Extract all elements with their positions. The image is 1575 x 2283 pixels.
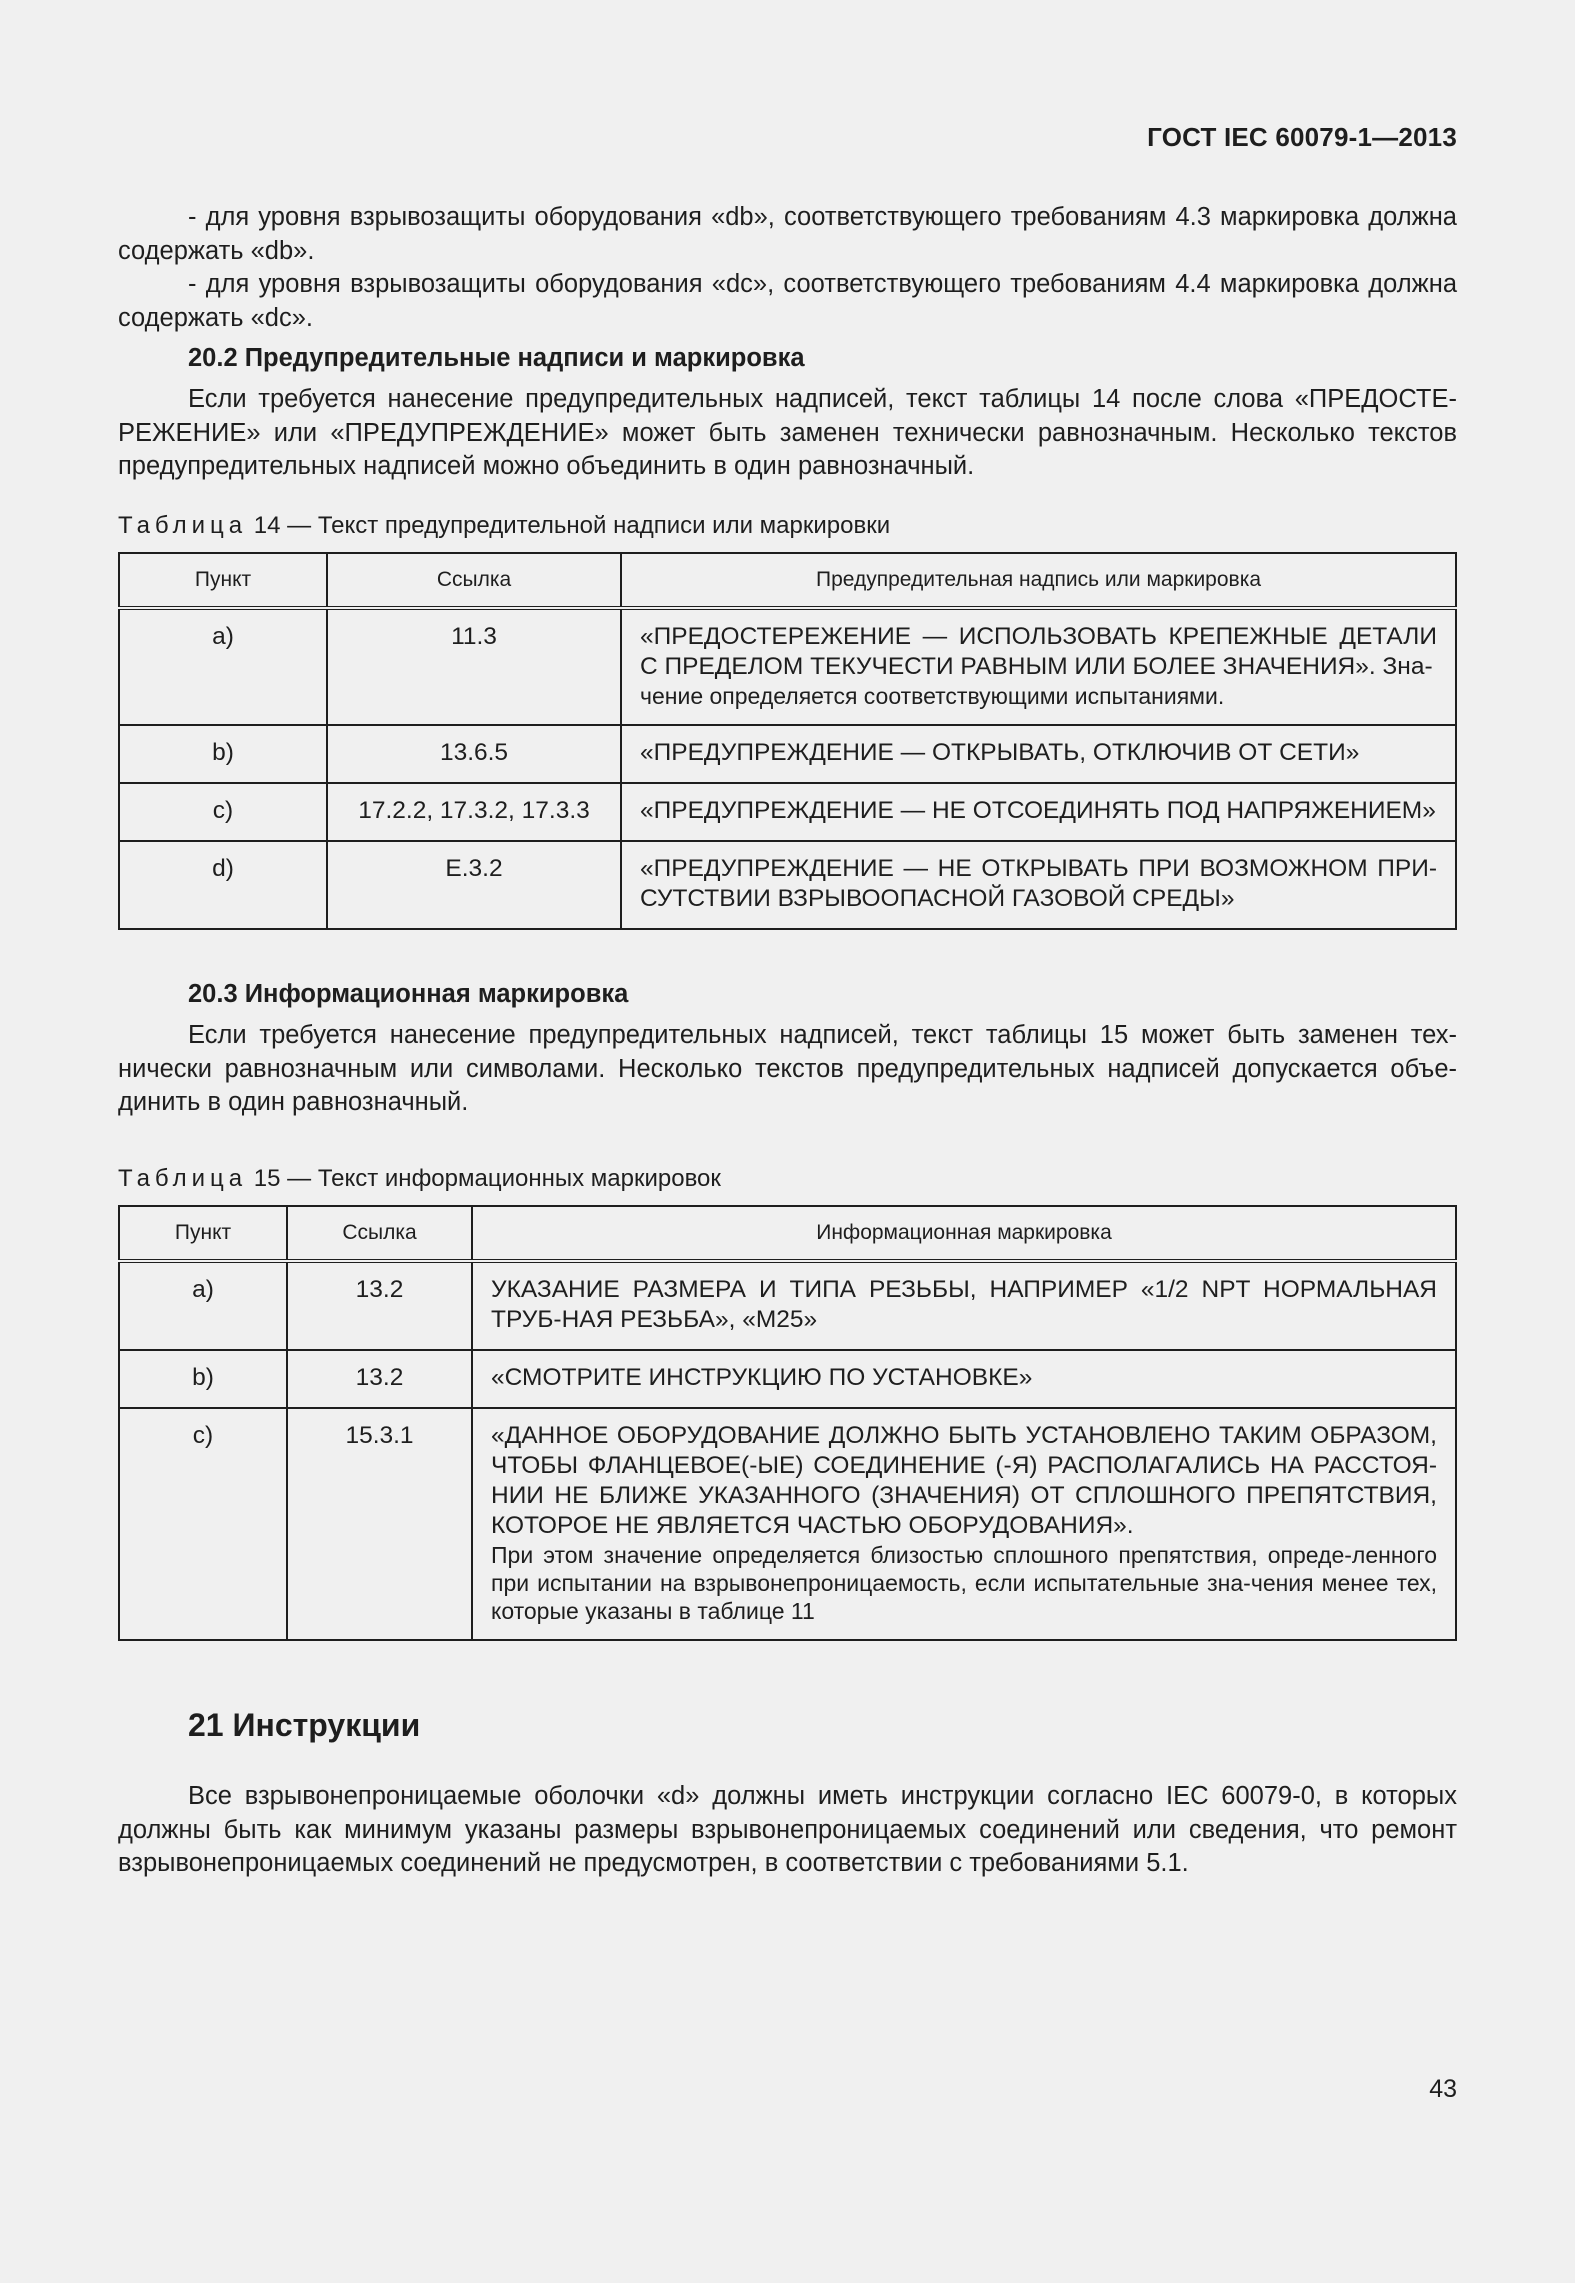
- cell-item: d): [119, 841, 327, 929]
- table-14: [118, 552, 1457, 930]
- cell-item: b): [119, 725, 327, 783]
- table-row: [119, 783, 1456, 841]
- section-21-text: [118, 1780, 1457, 1881]
- section-21-paragraph: Все взрывонепроницаемые оболочки «d» должны иметь инструкции согласно IEC 60079-0, в которых должны быть как минимум указаны размеры взрывонепроницаемых соединений или сведения, что ремонт взрывонепроницаемых соединений не предусмотрен, в соответствии с требованиями 5.1.: [118, 1782, 1457, 1877]
- caption-label: Таблица: [118, 512, 248, 539]
- cell-text: «ПРЕДУПРЕЖДЕНИЕ — НЕ ОТКРЫВАТЬ ПРИ ВОЗМОЖНОМ ПРИ-СУТСТВИИ ВЗРЫВООПАСНОЙ ГАЗОВОЙ СРЕДЫ»: [621, 841, 1456, 929]
- cell-text: УКАЗАНИЕ РАЗМЕРА И ТИПА РЕЗЬБЫ, НАПРИМЕР «1/2 NPT НОРМАЛЬНАЯ ТРУБ-НАЯ РЕЗЬБА», «M25»: [472, 1261, 1456, 1350]
- table-header-row: [119, 553, 1456, 608]
- intro-line-dc: - для уровня взрывозащиты оборудования «dc», соответствующего требованиям 4.4 маркировка должна содержать «dc».: [118, 270, 1457, 332]
- page-number: 43: [1429, 2075, 1457, 2103]
- cell-text: [621, 608, 1456, 725]
- table-15-caption: [118, 1165, 721, 1193]
- caption-text: 15 — Текст информационных маркировок: [253, 1165, 721, 1192]
- cell-text: «ПРЕДУПРЕЖДЕНИЕ — ОТКРЫВАТЬ, ОТКЛЮЧИВ ОТ СЕТИ»: [621, 725, 1456, 783]
- cell-main-text: «ПРЕДОСТЕРЕЖЕНИЕ — ИСПОЛЬЗОВАТЬ КРЕПЕЖНЫЕ ДЕТАЛИ С ПРЕДЕЛОМ ТЕКУЧЕСТИ РАВНЫМ ИЛИ БОЛЕЕ ЗНАЧЕНИЯ». Зна-: [640, 623, 1437, 680]
- caption-label: Таблица: [118, 1165, 248, 1192]
- cell-ref: E.3.2: [327, 841, 621, 929]
- cell-item: b): [119, 1350, 287, 1408]
- column-header: Пункт: [119, 1206, 287, 1261]
- cell-ref: 13.2: [287, 1350, 472, 1408]
- cell-ref: 17.2.2, 17.3.2, 17.3.3: [327, 783, 621, 841]
- table-row: [119, 725, 1456, 783]
- table-row: [119, 608, 1456, 725]
- column-header: Ссылка: [327, 553, 621, 608]
- section-21-heading: 21 Инструкции: [188, 1707, 421, 1743]
- cell-item: a): [119, 608, 327, 725]
- intro-line-db: - для уровня взрывозащиты оборудования «db», соответствующего требованиям 4.3 маркировка должна содержать «db».: [118, 203, 1457, 265]
- column-header: Информационная маркировка: [472, 1206, 1456, 1261]
- table-header-row: [119, 1206, 1456, 1261]
- cell-text: «СМОТРИТЕ ИНСТРУКЦИЮ ПО УСТАНОВКЕ»: [472, 1350, 1456, 1408]
- section-20-2-text: [118, 383, 1457, 484]
- section-20-2-paragraph: Если требуется нанесение предупредительных надписей, текст таблицы 14 после слова «ПРЕДОСТЕ-РЕЖЕНИЕ» или «ПРЕДУПРЕЖДЕНИЕ» может быть заменен технически равнозначным. Несколько текстов предупредительных надписей можно объединить в один равнозначный.: [118, 385, 1457, 480]
- table-row: [119, 841, 1456, 929]
- table-14-caption: [118, 512, 890, 540]
- cell-text: [472, 1408, 1456, 1640]
- section-20-3-text: [118, 1019, 1457, 1120]
- cell-item: c): [119, 783, 327, 841]
- cell-note: При этом значение определяется близостью сплошного препятствия, опреде-ленного при испытании на взрывонепроницаемость, если испытательные зна-чения менее тех, которые указаны в таблице 11: [491, 1542, 1437, 1624]
- table-row: [119, 1350, 1456, 1408]
- cell-ref: 13.2: [287, 1261, 472, 1350]
- caption-text: 14 — Текст предупредительной надписи или маркировки: [253, 512, 891, 539]
- cell-ref: 11.3: [327, 608, 621, 725]
- document-header: ГОСТ IEC 60079-1—2013: [1147, 122, 1457, 152]
- section-20-3-heading: 20.3 Информационная маркировка: [188, 980, 629, 1008]
- cell-ref: 15.3.1: [287, 1408, 472, 1640]
- cell-ref: 13.6.5: [327, 725, 621, 783]
- column-header: Предупредительная надпись или маркировка: [621, 553, 1456, 608]
- table-row: [119, 1261, 1456, 1350]
- section-20-3-paragraph: Если требуется нанесение предупредительных надписей, текст таблицы 15 может быть заменен тех-нически равнозначным или символами. Несколько текстов предупредительных надписей допускается объе-динить в один равнозначный.: [118, 1021, 1457, 1116]
- column-header: Ссылка: [287, 1206, 472, 1261]
- table-row: [119, 1408, 1456, 1640]
- section-20-2-heading: 20.2 Предупредительные надписи и маркировка: [188, 344, 805, 372]
- cell-item: c): [119, 1408, 287, 1640]
- cell-main-text: «ДАННОЕ ОБОРУДОВАНИЕ ДОЛЖНО БЫТЬ УСТАНОВЛЕНО ТАКИМ ОБРАЗОМ, ЧТОБЫ ФЛАНЦЕВОЕ(-ЫЕ) СОЕДИНЕНИЕ (-Я) РАСПОЛАГАЛИСЬ НА РАССТОЯ-НИИ НЕ БЛИЖЕ УКАЗАННОГО (ЗНАЧЕНИЯ) ОТ СПЛОШНОГО ПРЕПЯТСТВИЯ, КОТОРОЕ НЕ ЯВЛЯЕТСЯ ЧАСТЬЮ ОБОРУДОВАНИЯ».: [491, 1422, 1437, 1539]
- cell-item: a): [119, 1261, 287, 1350]
- cell-note: чение определяется соответствующими испытаниями.: [640, 683, 1225, 709]
- column-header: Пункт: [119, 553, 327, 608]
- intro-text: [118, 201, 1457, 335]
- cell-text: «ПРЕДУПРЕЖДЕНИЕ — НЕ ОТСОЕДИНЯТЬ ПОД НАПРЯЖЕНИЕМ»: [621, 783, 1456, 841]
- table-15: [118, 1205, 1457, 1641]
